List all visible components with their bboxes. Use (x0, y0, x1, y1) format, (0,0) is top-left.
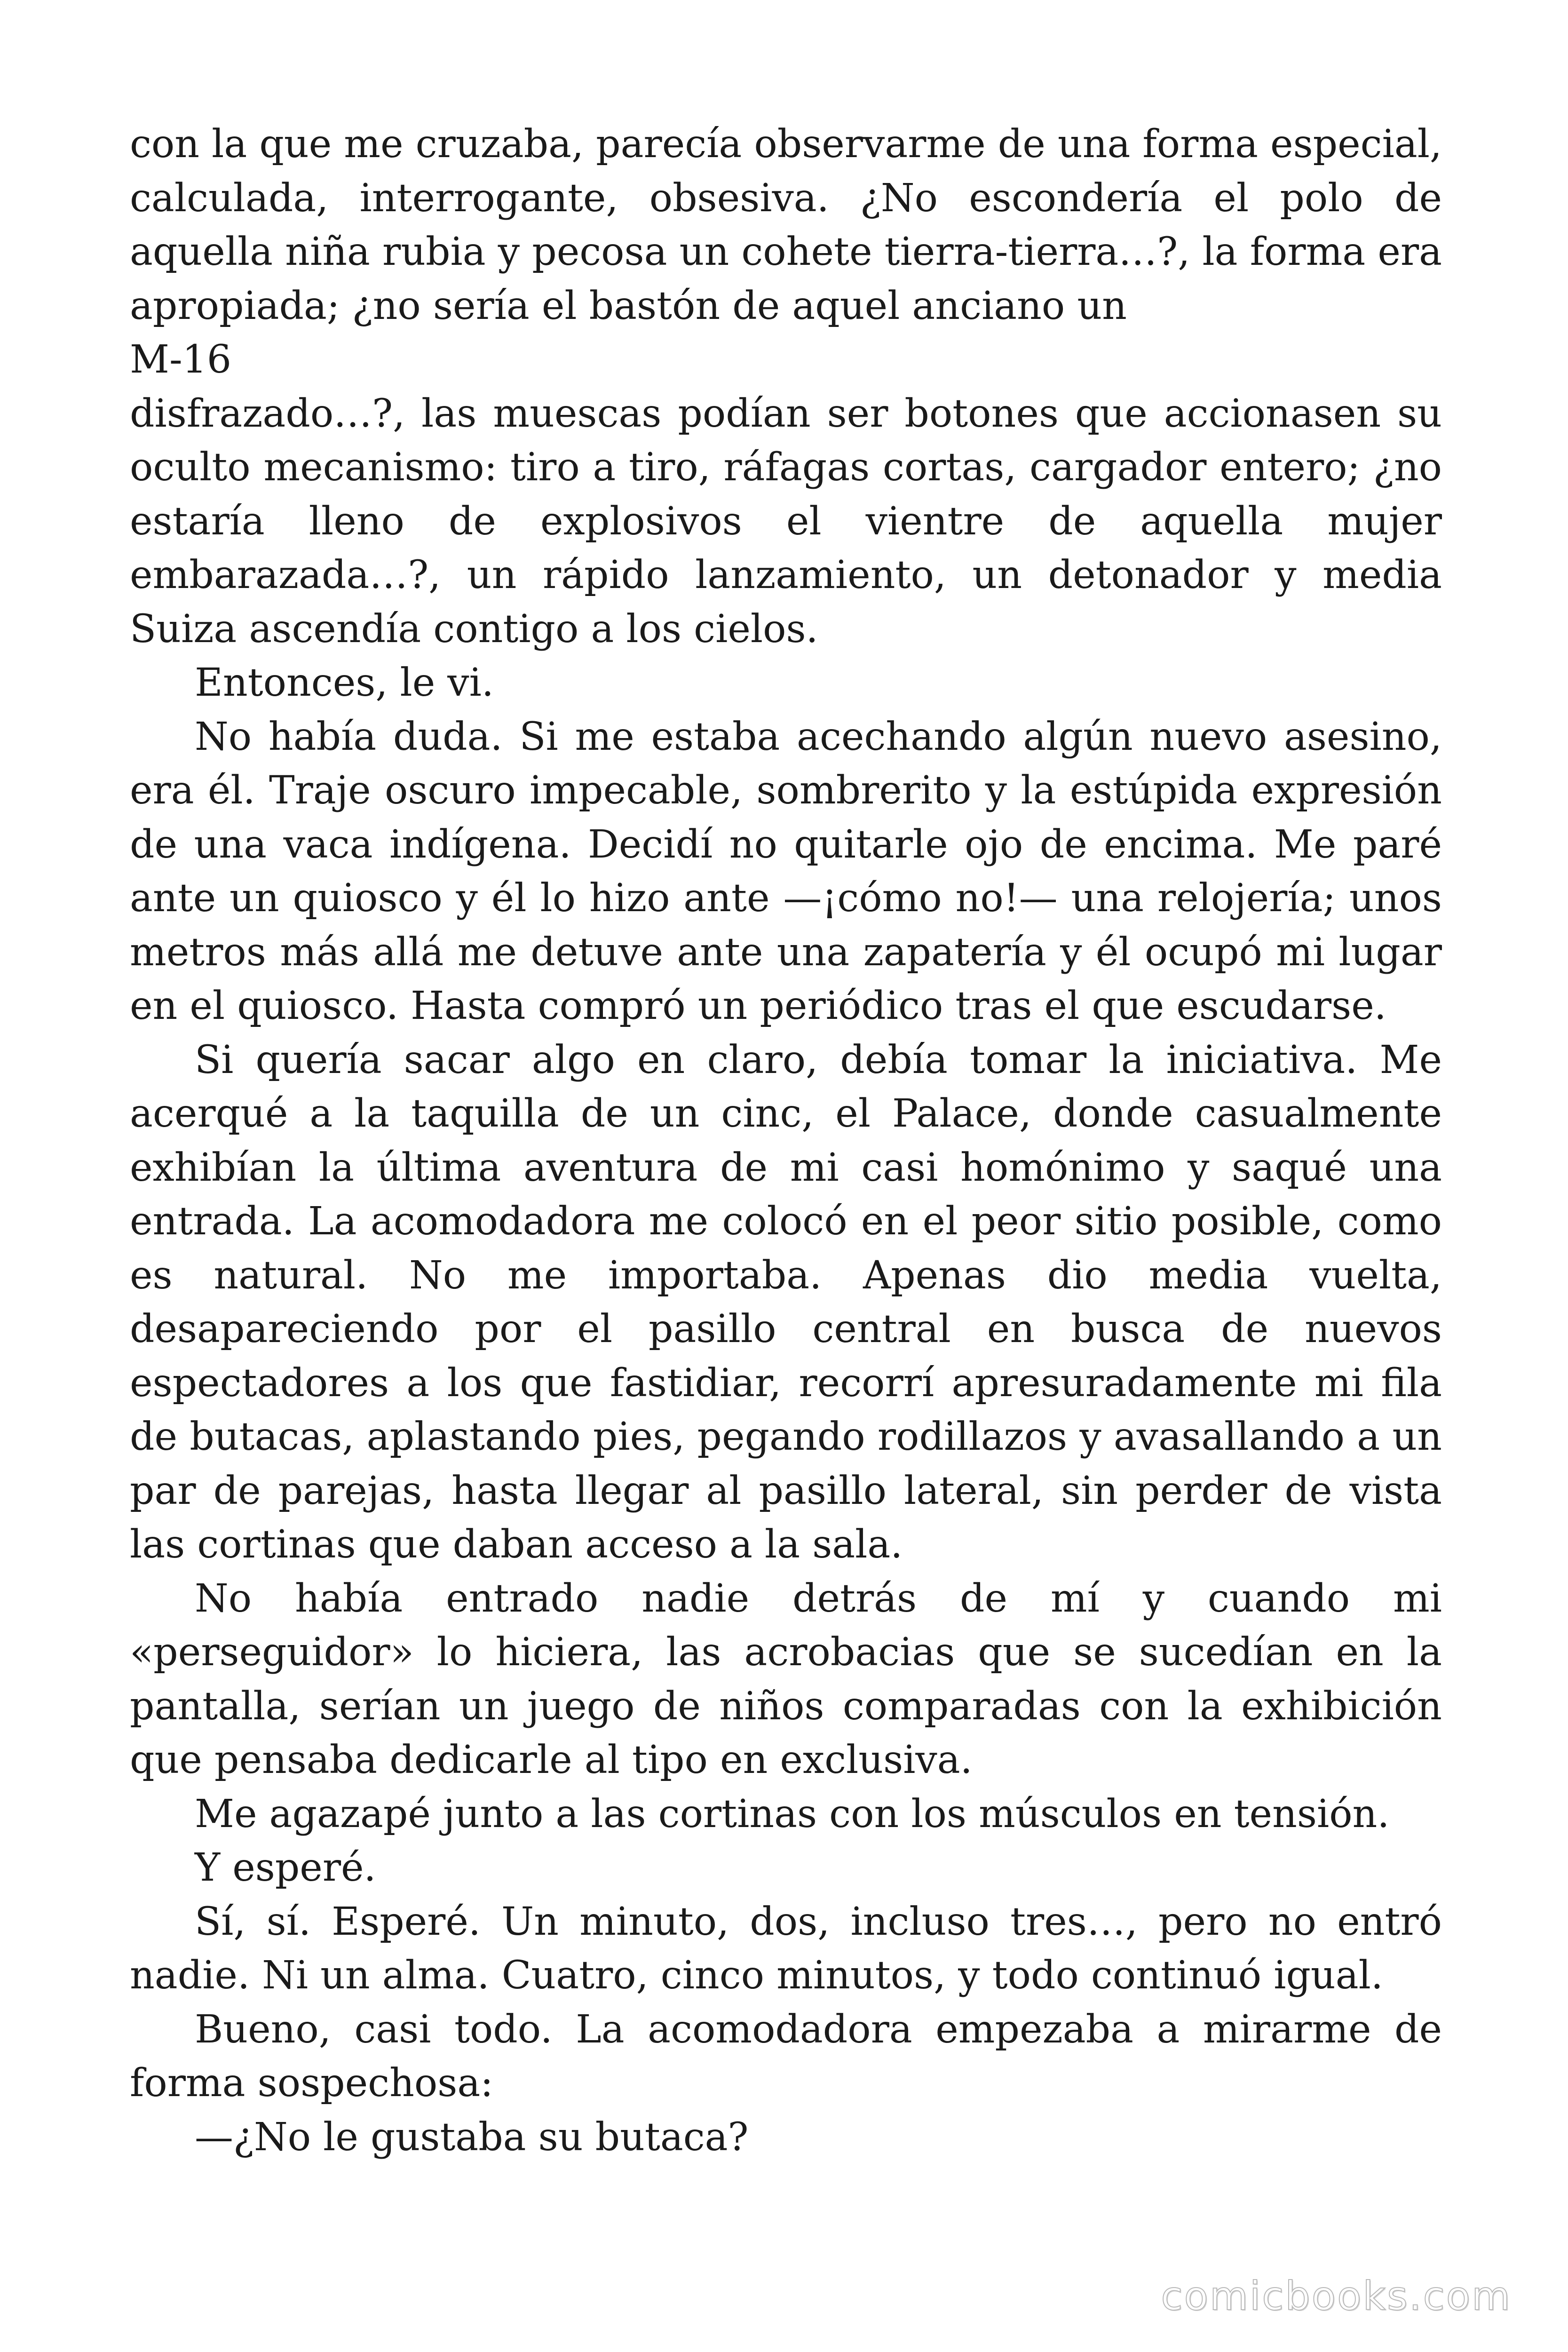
paragraph-9: Y esperé. (195, 1845, 376, 1890)
paragraph-5: No había duda. Si me estaba acechando algún nuevo asesino, era él. Traje oscuro impecable, sombrerito y la estúpida expresión de una vaca indígena. Decidí no quitarle ojo de encima. Me paré ante un quiosco y él lo hizo ante —¡cómo no!— una relojería; unos metros más allá me detuve ante una zapatería y él ocupó mi lugar en el quiosco. Hasta compró un periódico tras el que escudarse. (130, 714, 1442, 1028)
paragraph-4: Entonces, le vi. (195, 660, 494, 705)
site-watermark: comicbooks.com (1161, 2273, 1512, 2319)
paragraph-10: Sí, sí. Esperé. Un minuto, dos, incluso tres…, pero no entró nadie. Ni un alma. Cuatro, cinco minutos, y todo continuó igual. (130, 1899, 1442, 1998)
paragraph-11: Bueno, casi todo. La acomodadora empezaba a mirarme de forma sospechosa: (130, 2007, 1442, 2106)
paragraph-7: No había entrado nadie detrás de mí y cuando mi «perseguidor» lo hiciera, las acrobacias que se sucedían en la pantalla, serían un juego de niños comparadas con la exhibición que pensaba dedicarle al tipo en exclusiva. (130, 1576, 1442, 1782)
paragraph-12: —¿No le gustaba su butaca? (195, 2114, 749, 2160)
paragraph-6: Si quería sacar algo en claro, debía tomar la iniciativa. Me acerqué a la taquilla de un cinc, el Palace, donde casualmente exhibían la última aventura de mi casi homónimo y saqué una entrada. La acomodadora me colocó en el peor sitio posible, como es natural. No me importaba. Apenas dio media vuelta, desapareciendo por el pasillo central en busca de nuevos espectadores a los que fastidiar, recorrí apresuradamente mi fila de butacas, aplastando pies, pegando rodillazos y avasallando a un par de parejas, hasta llegar al pasillo lateral, sin perder de vista las cortinas que daban acceso a la sala. (130, 1037, 1442, 1567)
paragraph-3: disfrazado…?, las muescas podían ser botones que accionasen su oculto mecanismo: tiro a tiro, ráfagas cortas, cargador entero; ¿no estaría lleno de explosivos el vientre de aquella mujer embarazada…?, un rápido lanzamiento, un detonador y media Suiza ascendía contigo a los cielos. (130, 391, 1442, 652)
body-text (130, 118, 1442, 2164)
paragraph-1: con la que me cruzaba, parecía observarme de una forma especial, calculada, interrogante, obsesiva. ¿No escondería el polo de aquella niña rubia y pecosa un cohete tierra-tierra…?, la forma era apropiada; ¿no sería el bastón de aquel anciano un (130, 122, 1442, 328)
paragraph-2: M-16 (130, 337, 232, 382)
paragraph-8: Me agazapé junto a las cortinas con los músculos en tensión. (195, 1791, 1390, 1836)
